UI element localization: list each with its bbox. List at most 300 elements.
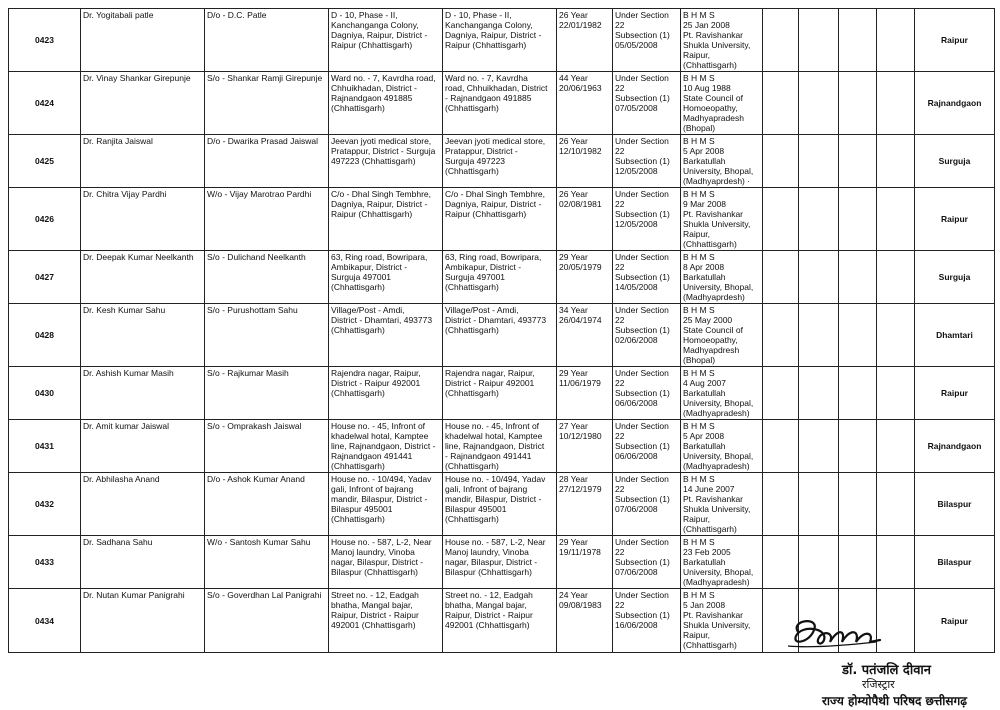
district: Bilaspur [915,473,995,536]
permanent-address-line: District - Raipur 492001 [331,378,421,388]
doctor-name: Dr. Amit kumar Jaiswal [81,420,205,473]
permanent-address-line: Bilaspur (Chhattisgarh) [331,567,418,577]
age-dob-line: 34 Year [559,305,588,315]
age-dob-line: 24 Year [559,590,588,600]
permanent-address-line: (Chhattisgarh) [331,103,385,113]
registration-section [613,473,681,536]
qualification-line: Shukla University, [683,219,751,229]
permanent-address-line: Manoj laundry, Vinoba [331,547,415,557]
qualification-line: (Chhattisgarh) [683,640,737,650]
district: Bilaspur [915,536,995,589]
permanent-address-line: (Chhattisgarh) [331,388,385,398]
qualification-line: Madhyapdresh [683,345,740,355]
permanent-address-line: Raipur (Chhattisgarh) [331,40,413,50]
qualification-line: University, Bhopal, [683,166,754,176]
blank-cell [877,251,915,304]
qualification-line: Pt. Ravishankar [683,494,743,504]
permanent-address-line: House no. - 45, Infront of [331,421,426,431]
correspondence-address-line: Raipur (Chhattisgarh) [445,40,527,50]
blank-cell [799,420,839,473]
registration-section-line: Under Section 22 [615,421,669,441]
age-dob [557,304,613,367]
registration-section [613,72,681,135]
correspondence-address [443,188,557,251]
registration-section-line: Subsection (1) [615,156,670,166]
qualification-line: B H M S [683,73,715,83]
registration-section-line: Under Section 22 [615,474,669,494]
qualification-line: 23 Feb 2005 [683,547,731,557]
registration-number: 0425 [9,135,81,188]
qualification-line: (Bhopal) [683,123,716,133]
relation: D/o - Dwarika Prasad Jaiswal [205,135,329,188]
permanent-address-line: gali, Infront of bajrang [331,484,414,494]
correspondence-address [443,304,557,367]
registration-number: 0423 [9,9,81,72]
doctor-name: Dr. Nutan Kumar Panigrahi [81,589,205,653]
table-row [9,473,995,536]
blank-cell [839,536,877,589]
council-name: राज्य होम्योपैथी परिषद छत्तीसगढ़ [822,694,967,708]
relation: S/o - Shankar Ramji Girepunje [205,72,329,135]
age-dob-line: 27 Year [559,421,588,431]
qualification-line: 25 Jan 2008 [683,20,730,30]
qualification-line: Barkatullah [683,441,726,451]
permanent-address [329,9,443,72]
age-dob-line: 26 Year [559,136,588,146]
registration-section-line: Under Section 22 [615,252,669,272]
table-row [9,9,995,72]
relation: S/o - Goverdhan Lal Panigrahi [205,589,329,653]
doctor-name: Dr. Ashish Kumar Masih [81,367,205,420]
correspondence-address-line: nagar, Bilaspur, District - [445,557,538,567]
permanent-address-line: line, Rajnandgaon, District - [331,441,436,451]
permanent-address [329,420,443,473]
correspondence-address [443,589,557,653]
registration-section-line: Subsection (1) [615,93,670,103]
blank-cell [877,72,915,135]
blank-cell [839,188,877,251]
correspondence-address-line: Bilaspur (Chhattisgarh) [445,567,532,577]
district: Rajnandgaon [915,420,995,473]
qualification [681,188,763,251]
qualification-line: (Madhyapradesh) [683,577,750,587]
qualification-line: Barkatullah [683,388,726,398]
table-row [9,188,995,251]
blank-cell [799,304,839,367]
age-dob-line: 44 Year [559,73,588,83]
registration-section-line: 06/06/2008 [615,398,658,408]
permanent-address-line: Pratappur, District - Surguja [331,146,436,156]
blank-cell [839,367,877,420]
permanent-address-line: Rajnandgaon 491441 [331,451,413,461]
blank-cell [763,473,799,536]
qualification [681,9,763,72]
age-dob-line: 29 Year [559,537,588,547]
permanent-address-line: Chhuikhadan, District - [331,83,417,93]
permanent-address-line: Surguja 497001 [331,272,392,282]
relation: S/o - Rajkumar Masih [205,367,329,420]
blank-cell [877,367,915,420]
registration-section [613,367,681,420]
qualification-line: (Madhyaprdesh) · [683,176,751,186]
qualification-line: (Madhyaprdesh) [683,292,745,302]
doctor-name: Dr. Vinay Shankar Girepunje [81,72,205,135]
permanent-address-line: Ward no. - 7, Kavrdha road, [331,73,436,83]
permanent-address [329,473,443,536]
qualification-line: B H M S [683,474,715,484]
registration-section-line: 16/06/2008 [615,620,658,630]
relation: W/o - Santosh Kumar Sahu [205,536,329,589]
qualification-line: 5 Jan 2008 [683,600,726,610]
registration-section-line: Under Section 22 [615,305,669,325]
qualification-line: (Chhattisgarh) [683,239,737,249]
qualification-line: State Council of [683,325,744,335]
qualification-line: Homoeopathy, [683,103,738,113]
relation: D/o - Ashok Kumar Anand [205,473,329,536]
qualification [681,135,763,188]
table-row [9,420,995,473]
permanent-address-line: nagar, Bilaspur, District - [331,557,424,567]
registration-number: 0430 [9,367,81,420]
correspondence-address-line: Raipur (Chhattisgarh) [445,209,527,219]
qualification-line: B H M S [683,537,715,547]
permanent-address-line: (Chhattisgarh) [331,325,385,335]
registration-section-line: Subsection (1) [615,388,670,398]
age-dob [557,188,613,251]
age-dob-line: 26 Year [559,189,588,199]
registration-section-line: Under Section 22 [615,73,669,93]
registration-section-line: Subsection (1) [615,272,670,282]
permanent-address-line: 497223 (Chhattisgarh) [331,156,416,166]
permanent-address-line: House no. - 587, L-2, Near [331,537,432,547]
registration-section-line: Under Section 22 [615,590,669,610]
permanent-address-line: Raipur, District - Raipur [331,610,419,620]
qualification-line: University, Bhopal, [683,398,754,408]
correspondence-address [443,367,557,420]
qualification-line: 5 Apr 2008 [683,431,725,441]
registration-number: 0424 [9,72,81,135]
blank-cell [799,188,839,251]
blank-cell [799,135,839,188]
qualification-line: (Madhyapradesh) [683,461,750,471]
age-dob-line: 27/12/1979 [559,484,602,494]
permanent-address-line: 63, Ring road, Bowripara, [331,252,428,262]
blank-cell [839,72,877,135]
qualification [681,536,763,589]
table-row [9,72,995,135]
age-dob-line: 20/06/1963 [559,83,602,93]
age-dob-line: 10/12/1980 [559,431,602,441]
permanent-address [329,536,443,589]
qualification-line: State Council of [683,93,744,103]
correspondence-address-line: mandir, Bilaspur, District - [445,494,542,504]
permanent-address-line: Dagniya, Raipur, District - [331,199,428,209]
correspondence-address-line: House no. - 45, Infront of [445,421,540,431]
correspondence-address-line: District - Raipur 492001 [445,378,535,388]
correspondence-address-line: Kanchanganga Colony, [445,20,533,30]
register-table [8,8,995,653]
qualification-line: Shukla University, [683,504,751,514]
qualification-line: Pt. Ravishankar [683,209,743,219]
blank-cell [839,420,877,473]
age-dob-line: 29 Year [559,252,588,262]
qualification [681,367,763,420]
correspondence-address-line: (Chhattisgarh) [445,166,499,176]
table-row [9,367,995,420]
qualification-line: B H M S [683,590,715,600]
blank-cell [763,536,799,589]
registration-section-line: Under Section 22 [615,136,669,156]
district: Raipur [915,188,995,251]
registration-section-line: Under Section 22 [615,368,669,388]
registration-section-line: Subsection (1) [615,557,670,567]
correspondence-address-line: - Rajnandgaon 491885 [445,93,532,103]
permanent-address-line: Jeevan jyoti medical store, [331,136,432,146]
qualification-line: 14 June 2007 [683,484,735,494]
district: Rajnandgaon [915,72,995,135]
blank-cell [839,135,877,188]
correspondence-address-line: C/o - Dhal Singh Tembhre, [445,189,546,199]
registration-number: 0431 [9,420,81,473]
correspondence-address-line: Pratappur, District - [445,146,518,156]
permanent-address [329,304,443,367]
correspondence-address-line: (Chhattisgarh) [445,514,499,524]
correspondence-address-line: road, Chhuikhadan, District [445,83,548,93]
qualification-line: Pt. Ravishankar [683,30,743,40]
registrar-name: डॉ. पतंजलि दीवान [842,663,932,678]
correspondence-address [443,420,557,473]
correspondence-address [443,9,557,72]
blank-cell [839,473,877,536]
permanent-address-line: D - 10, Phase - II, [331,10,398,20]
registration-section-line: 07/05/2008 [615,103,658,113]
table-row [9,135,995,188]
permanent-address [329,589,443,653]
correspondence-address-line: Bilaspur 495001 [445,504,507,514]
qualification-line: Raipur, [683,514,710,524]
registration-section-line: Under Section 22 [615,537,669,557]
correspondence-address [443,473,557,536]
blank-cell [763,251,799,304]
qualification-line: Shukla University, [683,40,751,50]
qualification [681,251,763,304]
registration-section-line: 07/06/2008 [615,504,658,514]
permanent-address-line: Dagniya, Raipur, District - [331,30,428,40]
qualification-line: Barkatullah [683,156,726,166]
qualification-line: Raipur, [683,630,710,640]
correspondence-address-line: line, Rajnandgaon, District [445,441,545,451]
registration-section-line: Subsection (1) [615,441,670,451]
age-dob [557,589,613,653]
qualification-line: University, Bhopal, [683,451,754,461]
qualification-line: Madhyapradesh [683,113,744,123]
qualification-line: Raipur, [683,229,710,239]
permanent-address-line: (Chhattisgarh) [331,461,385,471]
doctor-name: Dr. Sadhana Sahu [81,536,205,589]
correspondence-address-line: - Rajnandgaon 491441 [445,451,532,461]
registration-section-line: Under Section 22 [615,189,669,209]
blank-cell [799,72,839,135]
age-dob [557,72,613,135]
qualification-line: Barkatullah [683,272,726,282]
district: Raipur [915,367,995,420]
registration-section [613,304,681,367]
permanent-address-line: khadelwal hotal, Kamptee [331,431,429,441]
relation: D/o - D.C. Patle [205,9,329,72]
blank-cell [877,304,915,367]
correspondence-address-line: Raipur, District - Raipur [445,610,533,620]
permanent-address-line: bhatha, Mangal bajar, [331,600,413,610]
qualification [681,304,763,367]
permanent-address [329,188,443,251]
age-dob [557,367,613,420]
district: Dhamtari [915,304,995,367]
permanent-address-line: House no. - 10/494, Yadav [331,474,432,484]
blank-cell [839,251,877,304]
qualification-line: University, Bhopal, [683,282,754,292]
correspondence-address [443,135,557,188]
age-dob [557,251,613,304]
age-dob-line: 26 Year [559,10,588,20]
age-dob-line: 19/11/1978 [559,547,601,557]
permanent-address-line: Raipur (Chhattisgarh) [331,209,413,219]
blank-cell [763,304,799,367]
registration-section-line: Subsection (1) [615,325,670,335]
relation: S/o - Dulichand Neelkanth [205,251,329,304]
blank-cell [799,536,839,589]
relation: S/o - Purushottam Sahu [205,304,329,367]
qualification [681,589,763,653]
qualification-line: B H M S [683,305,715,315]
registration-section-line: 06/06/2008 [615,451,658,461]
correspondence-address-line: Manoj laundry, Vinoba [445,547,529,557]
correspondence-address-line: District - Dhamtari, 493773 [445,315,547,325]
district: Raipur [915,9,995,72]
registration-section-line: 14/05/2008 [615,282,658,292]
permanent-address-line: mandir, Bilaspur, District - [331,494,428,504]
correspondence-address-line: Dagniya, Raipur, District - [445,30,542,40]
doctor-name: Dr. Deepak Kumar Neelkanth [81,251,205,304]
permanent-address-line: Street no. - 12, Eadgah [331,590,419,600]
registration-section-line: 02/06/2008 [615,335,658,345]
permanent-address-line: Rajnandgaon 491885 [331,93,413,103]
age-dob-line: 11/06/1979 [559,378,601,388]
registration-section-line: 12/05/2008 [615,219,658,229]
qualification-line: Shukla University, [683,620,751,630]
qualification-line: B H M S [683,368,715,378]
permanent-address-line: 492001 (Chhattisgarh) [331,620,416,630]
qualification-line: B H M S [683,421,715,431]
qualification-line: 9 Mar 2008 [683,199,726,209]
correspondence-address-line: (Chhattisgarh) [445,388,499,398]
qualification-line: B H M S [683,10,715,20]
correspondence-address-line: Rajendra nagar, Raipur, [445,368,535,378]
age-dob-line: 09/08/1983 [559,600,602,610]
registration-section [613,188,681,251]
permanent-address-line: Rajendra nagar, Raipur, [331,368,421,378]
registration-section [613,135,681,188]
permanent-address-line: Village/Post - Amdi, [331,305,405,315]
blank-cell [799,473,839,536]
qualification-line: (Madhyapradesh) [683,408,750,418]
permanent-address [329,251,443,304]
age-dob-line: 26/04/1974 [559,315,602,325]
doctor-name: Dr. Kesh Kumar Sahu [81,304,205,367]
age-dob-line: 29 Year [559,368,588,378]
qualification-line: (Chhattisgarh) [683,60,737,70]
registration-section [613,420,681,473]
blank-cell [799,9,839,72]
age-dob-line: 02/08/1981 [559,199,602,209]
permanent-address-line: C/o - Dhal Singh Tembhre, [331,189,432,199]
correspondence-address-line: House no. - 587, L-2, Near [445,537,546,547]
registration-section-line: Subsection (1) [615,494,670,504]
qualification [681,473,763,536]
table-row [9,304,995,367]
correspondence-address-line: (Chhattisgarh) [445,325,499,335]
blank-cell [763,188,799,251]
doctor-name: Dr. Yogitabali patle [81,9,205,72]
permanent-address-line: (Chhattisgarh) [331,282,385,292]
permanent-address [329,135,443,188]
qualification-line: 5 Apr 2008 [683,146,725,156]
correspondence-address-line: (Chhattisgarh) [445,282,499,292]
relation: S/o - Omprakash Jaiswal [205,420,329,473]
qualification-line: 10 Aug 1988 [683,83,731,93]
correspondence-address-line: Village/Post - Amdi, [445,305,519,315]
registration-section-line: Subsection (1) [615,30,670,40]
blank-cell [877,135,915,188]
permanent-address-line: Bilaspur 495001 [331,504,393,514]
blank-cell [763,367,799,420]
blank-cell [877,473,915,536]
qualification-line: Pt. Ravishankar [683,610,743,620]
registrar-title: रजिस्ट्रार [862,678,895,691]
doctor-name: Dr. Chitra Vijay Pardhi [81,188,205,251]
qualification-line: Raipur, [683,50,710,60]
registration-section-line: 05/05/2008 [615,40,658,50]
qualification-line: (Bhopal) [683,355,716,365]
correspondence-address-line: 63, Ring road, Bowripara, [445,252,542,262]
registration-number: 0433 [9,536,81,589]
registration-section [613,251,681,304]
correspondence-address-line: (Chhattisgarh) [445,461,499,471]
registration-section-line: Subsection (1) [615,209,670,219]
permanent-address-line: Ambikapur, District - [331,262,408,272]
correspondence-address-line: 492001 (Chhattisgarh) [445,620,530,630]
blank-cell [877,188,915,251]
registration-section-line: 12/05/2008 [615,166,658,176]
age-dob [557,135,613,188]
correspondence-address-line: D - 10, Phase - II, [445,10,512,20]
blank-cell [839,9,877,72]
blank-cell [877,420,915,473]
district: Surguja [915,251,995,304]
age-dob-line: 22/01/1982 [559,20,602,30]
relation: W/o - Vijay Marotrao Pardhi [205,188,329,251]
registration-number: 0428 [9,304,81,367]
doctor-name: Dr. Abhilasha Anand [81,473,205,536]
correspondence-address-line: Street no. - 12, Eadgah [445,590,533,600]
registration-section [613,589,681,653]
table-row [9,251,995,304]
blank-cell [839,304,877,367]
qualification-line: 4 Aug 2007 [683,378,727,388]
blank-cell [763,72,799,135]
correspondence-address [443,72,557,135]
qualification-line: B H M S [683,252,715,262]
doctor-name: Dr. Ranjita Jaiswal [81,135,205,188]
